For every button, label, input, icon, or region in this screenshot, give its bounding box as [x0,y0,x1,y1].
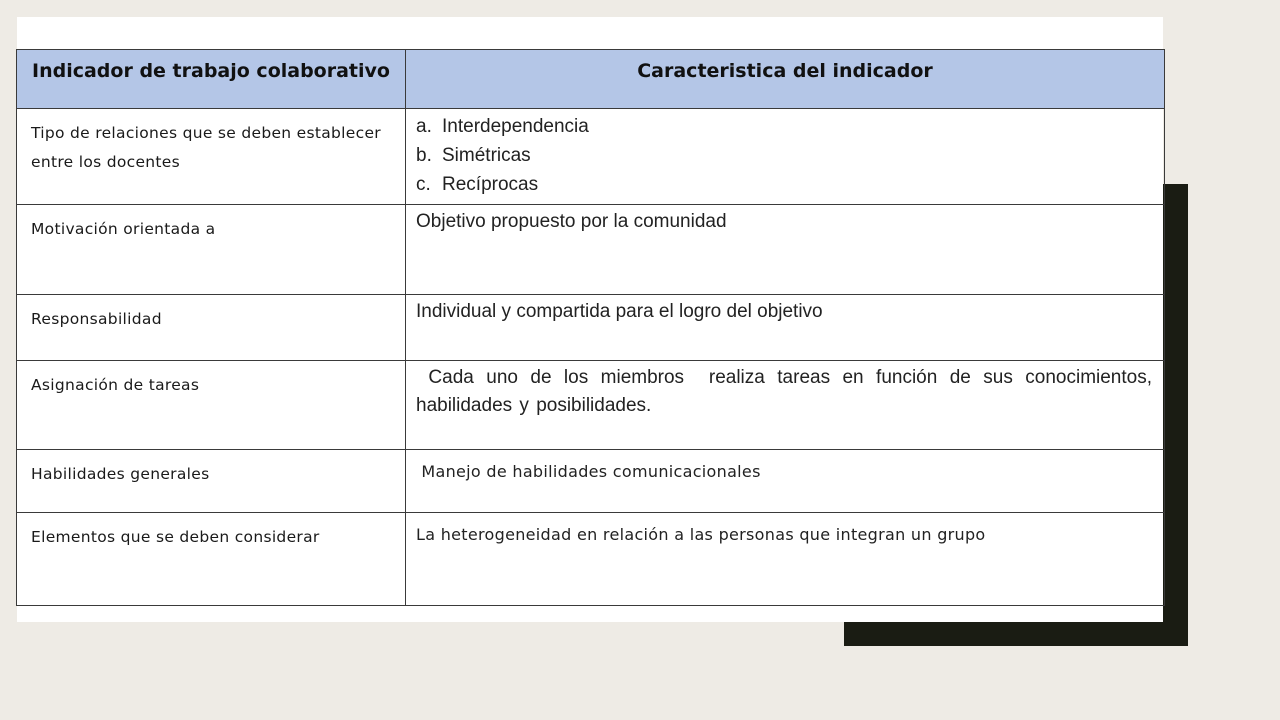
characteristic-cell: Cada uno de los miembros realiza tareas en función de sus conocimientos, habilidades y posibilidades. [406,361,1165,450]
table-row [17,109,1165,205]
table-row [17,295,1165,361]
characteristic-list [416,112,1152,199]
indicator-cell: Motivación orientada a [17,205,406,295]
list-item [416,112,1152,141]
table-row [17,513,1165,606]
list-item-text: Recíprocas [442,174,539,195]
table-row [17,450,1165,513]
indicator-cell: Habilidades generales [17,450,406,513]
list-item [416,141,1152,170]
characteristic-cell: La heterogeneidad en relación a las personas que integran un grupo [406,513,1165,606]
table-header-row [17,50,1165,109]
list-marker: b. [416,145,432,166]
table-row [17,361,1165,450]
indicator-cell: Elementos que se deben considerar [17,513,406,606]
list-item [416,170,1152,199]
header-indicator: Indicador de trabajo colaborativo [17,50,406,109]
characteristic-cell: Manejo de habilidades comunicacionales [406,450,1165,513]
list-item-text: Simétricas [442,145,531,166]
indicator-cell: Responsabilidad [17,295,406,361]
list-item-text: Interdependencia [442,116,589,137]
table-row [17,205,1165,295]
characteristic-cell: Objetivo propuesto por la comunidad [406,205,1165,295]
characteristic-cell [406,109,1165,205]
characteristic-cell: Individual y compartida para el logro del objetivo [406,295,1165,361]
list-marker: c. [416,174,431,195]
indicator-cell: Asignación de tareas [17,361,406,450]
indicator-cell: Tipo de relaciones que se deben establecer entre los docentes [17,109,406,205]
indicator-table [16,49,1165,606]
header-characteristic: Caracteristica del indicador [406,50,1165,109]
list-marker: a. [416,116,432,137]
